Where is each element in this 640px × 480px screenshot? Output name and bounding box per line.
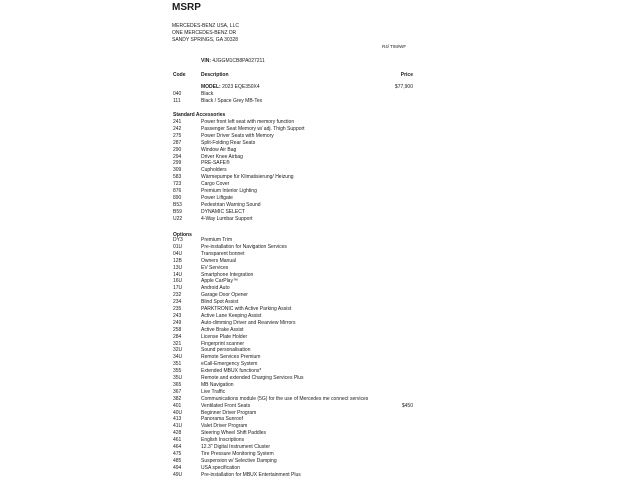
item-code: 04U: [173, 250, 183, 257]
item-code: 287: [173, 139, 182, 146]
item-code: 35U: [173, 375, 183, 381]
item-description: Power Driver Seats with Memory: [201, 132, 274, 139]
item-code: 34U: [173, 354, 183, 361]
item-description: Active Brake Assist: [201, 326, 244, 333]
vin-label: VIN:: [201, 58, 211, 64]
item-code: 258: [173, 326, 182, 333]
item-code: 461: [173, 437, 182, 444]
item-code: 890: [173, 194, 182, 201]
model-price: $77,900: [394, 84, 413, 90]
model-value: 2023 EQE350X4: [222, 84, 260, 90]
item-description: Pre-installation for Navigation Services: [201, 243, 287, 250]
item-code: 235: [173, 306, 182, 312]
item-code: 583: [173, 174, 182, 181]
item-description: Tire Pressure Monitoring System: [201, 450, 274, 457]
item-description: EV Services: [201, 264, 229, 271]
item-description: Cargo Cover: [201, 181, 230, 188]
item-code: 876: [173, 188, 182, 194]
item-description: Passenger Seat Memory w/ adj. Thigh Support: [201, 125, 305, 132]
item-description: Premium Interior Lighting: [201, 188, 257, 194]
item-description: Beginner Driver Program: [201, 409, 257, 416]
item-description: PARKTRONIC with Active Parking Assist: [201, 306, 292, 312]
item-description: 12.3" Digital Instrument Cluster: [201, 444, 271, 450]
item-price: $450: [401, 402, 413, 409]
price-header: Price: [400, 72, 413, 78]
item-description: Window Air Bag: [201, 146, 237, 153]
item-code: 111: [173, 97, 181, 104]
item-code: 275: [173, 132, 182, 139]
item-description: 4-Way Lumbar Support: [201, 215, 253, 222]
model-label: MODEL:: [201, 84, 221, 90]
item-code: B53: [173, 201, 182, 208]
item-description: Extended MBUX functions*: [201, 368, 262, 375]
item-code: 494: [173, 464, 182, 471]
item-description: Sound personalisation: [201, 347, 251, 354]
item-code: 290: [173, 146, 182, 153]
item-code: 309: [173, 167, 182, 174]
item-description: Blind Spot Assist: [201, 299, 239, 306]
item-description: Active Lane Keeping Assist: [201, 312, 262, 319]
item-description: Live Traffic: [201, 388, 226, 395]
item-description: Smartphone Integration: [201, 271, 254, 278]
item-description: Apple CarPlay™: [201, 278, 238, 285]
item-code: 243: [173, 312, 182, 319]
item-description: Driver Knee Airbag: [201, 153, 243, 160]
item-description: Transparent bonnet: [201, 250, 245, 257]
item-code: 13U: [173, 264, 183, 271]
item-code: 367: [173, 388, 182, 395]
item-code: 355: [173, 368, 182, 375]
item-description: Wärmepumpe für Klimatisierung/ Heizung: [201, 174, 294, 181]
item-description: Suspension w/ Selective Damping: [201, 457, 277, 464]
item-code: 16U: [173, 278, 183, 285]
item-description: Remote and extended Charging Services Plus: [201, 375, 304, 381]
item-description: Panorama Sunroof: [201, 416, 243, 423]
item-description: Pedestrian Warning Sound: [201, 201, 261, 208]
item-code: 32U: [173, 347, 183, 354]
item-description: Fingerprint scanner: [201, 340, 245, 347]
item-description: Split-Folding Rear Seats: [201, 139, 256, 146]
item-code: DY3: [173, 237, 183, 243]
item-code: 382: [173, 395, 182, 402]
options-title: Options: [173, 232, 192, 238]
item-description: Steering Wheel Shift Paddles: [201, 430, 267, 437]
item-description: Premium Trim: [201, 237, 233, 243]
item-description: eCall-Emergency System: [201, 361, 258, 368]
reference-code: R4/ TIM/WF: [382, 44, 407, 49]
address-line: SANDY SPRINGS, GA 30328: [172, 37, 239, 43]
model-row: [0, 84, 640, 91]
item-description: Power front left seat with memory function: [201, 119, 295, 125]
item-code: 40U: [173, 409, 183, 416]
item-code: U22: [173, 215, 183, 222]
list-item: [0, 472, 640, 479]
vin-line: [201, 58, 265, 64]
item-code: 49U: [173, 471, 183, 478]
item-description: Garage Door Opener: [201, 292, 248, 299]
item-code: B59: [173, 208, 182, 215]
item-description: DYNAMIC SELECT: [201, 208, 245, 215]
item-code: 428: [173, 430, 182, 437]
item-code: 464: [173, 444, 182, 450]
item-code: 321: [173, 340, 182, 347]
item-code: 284: [173, 333, 182, 340]
item-code: 41U: [173, 423, 183, 430]
item-description: USA specification: [201, 464, 240, 471]
item-code: 413: [173, 416, 182, 423]
item-description: MB Navigation: [201, 381, 234, 388]
item-code: 040: [173, 91, 182, 97]
item-description: Black: [201, 91, 214, 97]
list-item: [0, 98, 640, 105]
dealer-address: [172, 23, 239, 44]
item-description: Auto-dimming Driver and Rearview Mirrors: [201, 319, 296, 326]
item-code: 234: [173, 299, 182, 306]
item-description: License Plate Holder: [201, 333, 248, 340]
item-code: 351: [173, 361, 182, 368]
address-line: MERCEDES-BENZ USA, LLC: [172, 23, 239, 29]
item-code: 01U: [173, 243, 183, 250]
item-code: 299: [173, 160, 182, 167]
item-description: Cupholders: [201, 167, 227, 174]
page-title: MSRP: [172, 2, 201, 13]
list-item: [0, 216, 640, 223]
item-description: English Inscriptions: [201, 437, 245, 444]
standard-accessories-title: Standard Accessories: [173, 112, 226, 118]
item-code: 475: [173, 450, 182, 457]
item-description: PRE-SAFE®: [201, 160, 230, 167]
item-code: 241: [173, 119, 182, 125]
item-code: 249: [173, 319, 182, 326]
item-code: 242: [173, 125, 182, 132]
item-description: Ventilated Front Seats: [201, 402, 251, 409]
item-code: 401: [173, 402, 182, 409]
item-description: Communications module (5G) for the use of Mercedes me connect services: [201, 395, 369, 402]
item-code: 723: [173, 181, 182, 188]
item-code: 17U: [173, 285, 183, 292]
code-header: Code: [173, 72, 186, 78]
item-code: 14U: [173, 271, 183, 278]
item-description: Android Auto: [201, 285, 230, 292]
description-header: Description: [201, 72, 229, 78]
item-description: Owners Manual: [201, 257, 237, 264]
item-code: 232: [173, 292, 182, 299]
address-line: ONE MERCEDES-BENZ DR: [172, 30, 237, 36]
item-code: 294: [173, 153, 182, 160]
item-description: Black / Space Grey MB-Tex: [201, 97, 263, 104]
item-description: Power Liftgate: [201, 194, 233, 201]
item-code: 485: [173, 457, 182, 464]
item-description: Remote Services Premium: [201, 354, 261, 361]
item-code: 365: [173, 381, 182, 388]
item-description: Valet Driver Program: [201, 423, 248, 430]
item-code: 12B: [173, 257, 182, 264]
vin-value: 4JGGM1CB8PA027211: [212, 58, 265, 64]
item-description: Pre-installation for MBUX Entertainment Plus: [201, 471, 301, 478]
